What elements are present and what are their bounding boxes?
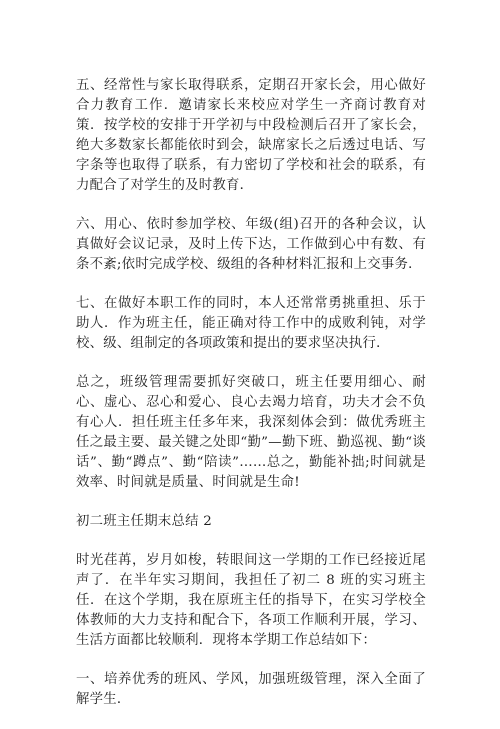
paragraph-item-5: 五、经常性与家长取得联系，定期召开家长会，用心做好合力教育工作．邀请家长来校应对学生一齐商讨教育对策．按学校的安排于开学初与中段检测后召开了家长会，绝大多数家长都能依时到会，缺席家长之后透过电话、写字条等也取得了联系，有力密切了学校和社会的联系，有力配合了对学生的及时教育． [76, 78, 426, 193]
paragraph-item-1: 一、培养优秀的班风、学风，加强班级管理，深入全面了解学生． [76, 672, 426, 707]
paragraph-item-7: 七、在做好本职工作的同时，本人还常常勇挑重担、乐于助人．作为班主任，能正确对待工作中的成败利钝，对学校、级、组制定的各项政策和提出的要求坚决执行． [76, 296, 426, 351]
paragraph-intro: 时光荏苒，岁月如梭，转眼间这一学期的工作已经接近尾声了．在半年实习期间，我担任了初二 8 班的实习班主任．在这个学期，我在原班主任的指导下，在实习学校全体教师的大力支持和配合下，各项工作顺利开展，学习、生活方面都比较顺利．现将本学期工作总结如下： [76, 553, 426, 648]
paragraph-summary: 总之，班级管理需要抓好突破口，班主任要用细心、耐心、虚心、忍心和爱心、良心去竭力培育，功夫才会不负有心人．担任班主任多年来，我深刻体会到：做优秀班主任之最主要、最关键之处即“勤”—勤下班、勤巡视、勤“谈话”、勤“蹲点”、勤“陪读”……总之，勤能补拙;时间就是效率、时间就是质量、时间就是生命! [76, 375, 426, 490]
section-title: 初二班主任期末总结 2 [76, 514, 213, 529]
document-page [76, 76, 426, 729]
paragraph-item-6: 六、用心、依时参加学校、年级(组)召开的各种会议，认真做好会议记录，及时上传下达，工作做到心中有数、有条不紊;依时完成学校、级组的各种材料汇报和上交事务． [76, 217, 426, 272]
